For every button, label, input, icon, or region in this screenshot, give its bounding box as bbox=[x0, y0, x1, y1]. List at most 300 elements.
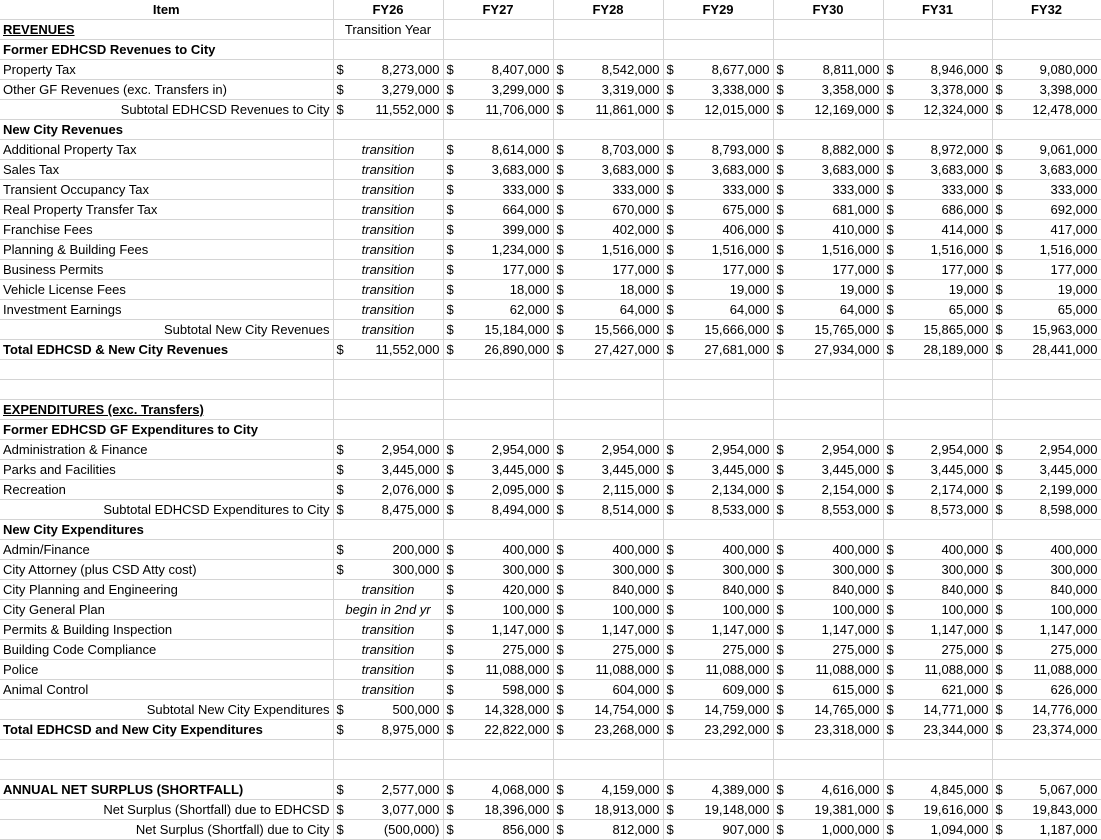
city-attorney-plus-csd-atty-cost-label[interactable]: City Attorney (plus CSD Atty cost) bbox=[0, 560, 333, 580]
empty-cell[interactable] bbox=[992, 740, 1101, 760]
building-code-compliance-fy32[interactable]: $ 275,000 bbox=[992, 640, 1101, 660]
parks-and-facilities-fy29[interactable]: $ 3,445,000 bbox=[663, 460, 773, 480]
recreation-fy26[interactable]: $ 2,076,000 bbox=[333, 480, 443, 500]
recreation-label[interactable]: Recreation bbox=[0, 480, 333, 500]
subtotal-edhcsd-revenues-to-city-fy26[interactable]: $ 11,552,000 bbox=[333, 100, 443, 120]
admin-finance-fy29[interactable]: $ 400,000 bbox=[663, 540, 773, 560]
permits-building-inspection-fy27[interactable]: $ 1,147,000 bbox=[443, 620, 553, 640]
subtotal-new-city-revenues-fy30[interactable]: $ 15,765,000 bbox=[773, 320, 883, 340]
investment-earnings-label[interactable]: Investment Earnings bbox=[0, 300, 333, 320]
business-permits-fy27[interactable]: $ 177,000 bbox=[443, 260, 553, 280]
empty-cell[interactable] bbox=[443, 740, 553, 760]
animal-control-label[interactable]: Animal Control bbox=[0, 680, 333, 700]
subtotal-edhcsd-revenues-to-city-fy28[interactable]: $ 11,861,000 bbox=[553, 100, 663, 120]
planning-building-fees-fy28[interactable]: $ 1,516,000 bbox=[553, 240, 663, 260]
parks-and-facilities-fy32[interactable]: $ 3,445,000 bbox=[992, 460, 1101, 480]
fy26-cell[interactable] bbox=[333, 520, 443, 540]
empty-cell[interactable] bbox=[333, 740, 443, 760]
subtotal-edhcsd-expenditures-to-city-fy27[interactable]: $ 8,494,000 bbox=[443, 500, 553, 520]
empty-cell[interactable] bbox=[663, 20, 773, 40]
city-attorney-plus-csd-atty-cost-fy26[interactable]: $ 300,000 bbox=[333, 560, 443, 580]
total-edhcsd-and-new-city-expenditures-fy30[interactable]: $ 23,318,000 bbox=[773, 720, 883, 740]
fy26-cell[interactable] bbox=[333, 420, 443, 440]
property-tax-fy29[interactable]: $ 8,677,000 bbox=[663, 60, 773, 80]
total-edhcsd-new-city-revenues-fy32[interactable]: $ 28,441,000 bbox=[992, 340, 1101, 360]
administration-finance-fy26[interactable]: $ 2,954,000 bbox=[333, 440, 443, 460]
subtotal-edhcsd-expenditures-to-city-fy31[interactable]: $ 8,573,000 bbox=[883, 500, 992, 520]
other-gf-revenues-exc-transfers-in-fy31[interactable]: $ 3,378,000 bbox=[883, 80, 992, 100]
parks-and-facilities-label[interactable]: Parks and Facilities bbox=[0, 460, 333, 480]
administration-finance-label[interactable]: Administration & Finance bbox=[0, 440, 333, 460]
empty-cell[interactable] bbox=[883, 360, 992, 380]
permits-building-inspection-fy26[interactable]: transition bbox=[333, 620, 443, 640]
total-edhcsd-new-city-revenues-fy30[interactable]: $ 27,934,000 bbox=[773, 340, 883, 360]
annual-net-surplus-shortfall-fy29[interactable]: $ 4,389,000 bbox=[663, 780, 773, 800]
net-surplus-shortfall-due-to-edhcsd-fy27[interactable]: $ 18,396,000 bbox=[443, 800, 553, 820]
vehicle-license-fees-fy27[interactable]: $ 18,000 bbox=[443, 280, 553, 300]
new-exp-heading[interactable]: New City Expenditures bbox=[0, 520, 333, 540]
permits-building-inspection-fy32[interactable]: $ 1,147,000 bbox=[992, 620, 1101, 640]
transient-occupancy-tax-fy31[interactable]: $ 333,000 bbox=[883, 180, 992, 200]
city-general-plan-label[interactable]: City General Plan bbox=[0, 600, 333, 620]
building-code-compliance-fy27[interactable]: $ 275,000 bbox=[443, 640, 553, 660]
recreation-fy31[interactable]: $ 2,174,000 bbox=[883, 480, 992, 500]
admin-finance-fy31[interactable]: $ 400,000 bbox=[883, 540, 992, 560]
former-revenues-heading[interactable]: Former EDHCSD Revenues to City bbox=[0, 40, 333, 60]
planning-building-fees-fy32[interactable]: $ 1,516,000 bbox=[992, 240, 1101, 260]
empty-cell[interactable] bbox=[992, 360, 1101, 380]
city-attorney-plus-csd-atty-cost-fy27[interactable]: $ 300,000 bbox=[443, 560, 553, 580]
net-surplus-shortfall-due-to-edhcsd-fy28[interactable]: $ 18,913,000 bbox=[553, 800, 663, 820]
total-edhcsd-and-new-city-expenditures-fy27[interactable]: $ 22,822,000 bbox=[443, 720, 553, 740]
planning-building-fees-fy30[interactable]: $ 1,516,000 bbox=[773, 240, 883, 260]
permits-building-inspection-fy30[interactable]: $ 1,147,000 bbox=[773, 620, 883, 640]
former-exp-heading[interactable]: Former EDHCSD GF Expenditures to City bbox=[0, 420, 333, 440]
permits-building-inspection-fy31[interactable]: $ 1,147,000 bbox=[883, 620, 992, 640]
sales-tax-fy27[interactable]: $ 3,683,000 bbox=[443, 160, 553, 180]
city-general-plan-fy27[interactable]: $ 100,000 bbox=[443, 600, 553, 620]
investment-earnings-fy28[interactable]: $ 64,000 bbox=[553, 300, 663, 320]
business-permits-label[interactable]: Business Permits bbox=[0, 260, 333, 280]
net-surplus-shortfall-due-to-edhcsd-label[interactable]: Net Surplus (Shortfall) due to EDHCSD bbox=[0, 800, 333, 820]
admin-finance-fy26[interactable]: $ 200,000 bbox=[333, 540, 443, 560]
business-permits-fy30[interactable]: $ 177,000 bbox=[773, 260, 883, 280]
net-surplus-shortfall-due-to-city-fy27[interactable]: $ 856,000 bbox=[443, 820, 553, 840]
animal-control-fy30[interactable]: $ 615,000 bbox=[773, 680, 883, 700]
header-fy30[interactable]: FY30 bbox=[773, 0, 883, 20]
sales-tax-fy31[interactable]: $ 3,683,000 bbox=[883, 160, 992, 180]
police-fy32[interactable]: $ 11,088,000 bbox=[992, 660, 1101, 680]
parks-and-facilities-fy27[interactable]: $ 3,445,000 bbox=[443, 460, 553, 480]
property-tax-fy26[interactable]: $ 8,273,000 bbox=[333, 60, 443, 80]
total-edhcsd-new-city-revenues-fy28[interactable]: $ 27,427,000 bbox=[553, 340, 663, 360]
real-property-transfer-tax-fy26[interactable]: transition bbox=[333, 200, 443, 220]
empty-cell[interactable] bbox=[992, 380, 1101, 400]
net-surplus-shortfall-due-to-edhcsd-fy26[interactable]: $ 3,077,000 bbox=[333, 800, 443, 820]
subtotal-new-city-expenditures-fy31[interactable]: $ 14,771,000 bbox=[883, 700, 992, 720]
empty-cell[interactable] bbox=[773, 360, 883, 380]
business-permits-fy29[interactable]: $ 177,000 bbox=[663, 260, 773, 280]
empty-cell[interactable] bbox=[663, 760, 773, 780]
sales-tax-fy29[interactable]: $ 3,683,000 bbox=[663, 160, 773, 180]
empty-cell[interactable] bbox=[663, 420, 773, 440]
administration-finance-fy27[interactable]: $ 2,954,000 bbox=[443, 440, 553, 460]
subtotal-new-city-expenditures-fy32[interactable]: $ 14,776,000 bbox=[992, 700, 1101, 720]
header-fy31[interactable]: FY31 bbox=[883, 0, 992, 20]
annual-net-surplus-shortfall-fy28[interactable]: $ 4,159,000 bbox=[553, 780, 663, 800]
empty-cell[interactable] bbox=[443, 520, 553, 540]
permits-building-inspection-fy29[interactable]: $ 1,147,000 bbox=[663, 620, 773, 640]
franchise-fees-fy32[interactable]: $ 417,000 bbox=[992, 220, 1101, 240]
subtotal-edhcsd-expenditures-to-city-fy28[interactable]: $ 8,514,000 bbox=[553, 500, 663, 520]
city-planning-and-engineering-fy28[interactable]: $ 840,000 bbox=[553, 580, 663, 600]
franchise-fees-fy28[interactable]: $ 402,000 bbox=[553, 220, 663, 240]
investment-earnings-fy31[interactable]: $ 65,000 bbox=[883, 300, 992, 320]
subtotal-new-city-expenditures-fy26[interactable]: $ 500,000 bbox=[333, 700, 443, 720]
empty-cell[interactable] bbox=[553, 520, 663, 540]
empty-cell[interactable] bbox=[773, 760, 883, 780]
real-property-transfer-tax-fy32[interactable]: $ 692,000 bbox=[992, 200, 1101, 220]
city-planning-and-engineering-fy31[interactable]: $ 840,000 bbox=[883, 580, 992, 600]
parks-and-facilities-fy30[interactable]: $ 3,445,000 bbox=[773, 460, 883, 480]
transient-occupancy-tax-fy27[interactable]: $ 333,000 bbox=[443, 180, 553, 200]
police-fy28[interactable]: $ 11,088,000 bbox=[553, 660, 663, 680]
city-planning-and-engineering-fy30[interactable]: $ 840,000 bbox=[773, 580, 883, 600]
subtotal-edhcsd-expenditures-to-city-fy26[interactable]: $ 8,475,000 bbox=[333, 500, 443, 520]
transient-occupancy-tax-fy30[interactable]: $ 333,000 bbox=[773, 180, 883, 200]
planning-building-fees-label[interactable]: Planning & Building Fees bbox=[0, 240, 333, 260]
additional-property-tax-fy28[interactable]: $ 8,703,000 bbox=[553, 140, 663, 160]
property-tax-label[interactable]: Property Tax bbox=[0, 60, 333, 80]
property-tax-fy27[interactable]: $ 8,407,000 bbox=[443, 60, 553, 80]
building-code-compliance-label[interactable]: Building Code Compliance bbox=[0, 640, 333, 660]
transient-occupancy-tax-fy32[interactable]: $ 333,000 bbox=[992, 180, 1101, 200]
additional-property-tax-label[interactable]: Additional Property Tax bbox=[0, 140, 333, 160]
new-revenues-heading[interactable]: New City Revenues bbox=[0, 120, 333, 140]
empty-cell[interactable] bbox=[443, 760, 553, 780]
net-surplus-shortfall-due-to-city-fy31[interactable]: $ 1,094,000 bbox=[883, 820, 992, 840]
net-surplus-shortfall-due-to-city-fy32[interactable]: $ 1,187,000 bbox=[992, 820, 1101, 840]
sales-tax-fy26[interactable]: transition bbox=[333, 160, 443, 180]
administration-finance-fy31[interactable]: $ 2,954,000 bbox=[883, 440, 992, 460]
empty-cell[interactable] bbox=[553, 740, 663, 760]
additional-property-tax-fy32[interactable]: $ 9,061,000 bbox=[992, 140, 1101, 160]
empty-cell[interactable] bbox=[333, 360, 443, 380]
empty-cell[interactable] bbox=[553, 120, 663, 140]
administration-finance-fy30[interactable]: $ 2,954,000 bbox=[773, 440, 883, 460]
empty-cell[interactable] bbox=[883, 760, 992, 780]
empty-cell[interactable] bbox=[663, 40, 773, 60]
planning-building-fees-fy31[interactable]: $ 1,516,000 bbox=[883, 240, 992, 260]
subtotal-edhcsd-revenues-to-city-fy27[interactable]: $ 11,706,000 bbox=[443, 100, 553, 120]
parks-and-facilities-fy31[interactable]: $ 3,445,000 bbox=[883, 460, 992, 480]
empty-cell[interactable] bbox=[773, 40, 883, 60]
empty-cell[interactable] bbox=[992, 520, 1101, 540]
subtotal-edhcsd-revenues-to-city-fy30[interactable]: $ 12,169,000 bbox=[773, 100, 883, 120]
business-permits-fy32[interactable]: $ 177,000 bbox=[992, 260, 1101, 280]
total-edhcsd-and-new-city-expenditures-fy32[interactable]: $ 23,374,000 bbox=[992, 720, 1101, 740]
empty-cell[interactable] bbox=[333, 380, 443, 400]
business-permits-fy26[interactable]: transition bbox=[333, 260, 443, 280]
empty-cell[interactable] bbox=[773, 380, 883, 400]
empty-cell[interactable] bbox=[773, 120, 883, 140]
franchise-fees-fy29[interactable]: $ 406,000 bbox=[663, 220, 773, 240]
total-edhcsd-and-new-city-expenditures-label[interactable]: Total EDHCSD and New City Expenditures bbox=[0, 720, 333, 740]
subtotal-new-city-revenues-fy28[interactable]: $ 15,566,000 bbox=[553, 320, 663, 340]
empty-cell[interactable] bbox=[443, 380, 553, 400]
vehicle-license-fees-fy32[interactable]: $ 19,000 bbox=[992, 280, 1101, 300]
expenditures-heading[interactable]: EXPENDITURES (exc. Transfers) bbox=[0, 400, 333, 420]
net-surplus-shortfall-due-to-edhcsd-fy32[interactable]: $ 19,843,000 bbox=[992, 800, 1101, 820]
fy26-cell[interactable] bbox=[333, 400, 443, 420]
police-fy27[interactable]: $ 11,088,000 bbox=[443, 660, 553, 680]
empty-cell[interactable] bbox=[443, 20, 553, 40]
sales-tax-fy32[interactable]: $ 3,683,000 bbox=[992, 160, 1101, 180]
recreation-fy27[interactable]: $ 2,095,000 bbox=[443, 480, 553, 500]
empty-cell[interactable] bbox=[773, 740, 883, 760]
vehicle-license-fees-fy29[interactable]: $ 19,000 bbox=[663, 280, 773, 300]
total-edhcsd-and-new-city-expenditures-fy28[interactable]: $ 23,268,000 bbox=[553, 720, 663, 740]
city-planning-and-engineering-fy26[interactable]: transition bbox=[333, 580, 443, 600]
additional-property-tax-fy26[interactable]: transition bbox=[333, 140, 443, 160]
subtotal-new-city-revenues-label[interactable]: Subtotal New City Revenues bbox=[0, 320, 333, 340]
empty-cell[interactable] bbox=[883, 420, 992, 440]
empty-cell[interactable] bbox=[663, 360, 773, 380]
subtotal-edhcsd-expenditures-to-city-fy29[interactable]: $ 8,533,000 bbox=[663, 500, 773, 520]
header-fy27[interactable]: FY27 bbox=[443, 0, 553, 20]
city-general-plan-fy31[interactable]: $ 100,000 bbox=[883, 600, 992, 620]
transient-occupancy-tax-fy28[interactable]: $ 333,000 bbox=[553, 180, 663, 200]
total-edhcsd-and-new-city-expenditures-fy26[interactable]: $ 8,975,000 bbox=[333, 720, 443, 740]
empty-cell[interactable] bbox=[773, 20, 883, 40]
revenues-heading[interactable]: REVENUES bbox=[0, 20, 333, 40]
net-surplus-shortfall-due-to-city-fy29[interactable]: $ 907,000 bbox=[663, 820, 773, 840]
building-code-compliance-fy29[interactable]: $ 275,000 bbox=[663, 640, 773, 660]
empty-cell[interactable] bbox=[663, 740, 773, 760]
city-general-plan-fy26[interactable]: begin in 2nd yr bbox=[333, 600, 443, 620]
empty-cell[interactable] bbox=[553, 420, 663, 440]
subtotal-new-city-revenues-fy27[interactable]: $ 15,184,000 bbox=[443, 320, 553, 340]
empty-cell[interactable] bbox=[553, 400, 663, 420]
total-edhcsd-new-city-revenues-fy26[interactable]: $ 11,552,000 bbox=[333, 340, 443, 360]
animal-control-fy28[interactable]: $ 604,000 bbox=[553, 680, 663, 700]
empty-cell[interactable] bbox=[0, 360, 333, 380]
empty-cell[interactable] bbox=[992, 760, 1101, 780]
police-fy31[interactable]: $ 11,088,000 bbox=[883, 660, 992, 680]
transient-occupancy-tax-label[interactable]: Transient Occupancy Tax bbox=[0, 180, 333, 200]
annual-net-surplus-shortfall-fy27[interactable]: $ 4,068,000 bbox=[443, 780, 553, 800]
other-gf-revenues-exc-transfers-in-fy32[interactable]: $ 3,398,000 bbox=[992, 80, 1101, 100]
subtotal-new-city-expenditures-fy30[interactable]: $ 14,765,000 bbox=[773, 700, 883, 720]
city-general-plan-fy29[interactable]: $ 100,000 bbox=[663, 600, 773, 620]
property-tax-fy32[interactable]: $ 9,080,000 bbox=[992, 60, 1101, 80]
empty-cell[interactable] bbox=[663, 120, 773, 140]
planning-building-fees-fy26[interactable]: transition bbox=[333, 240, 443, 260]
empty-cell[interactable] bbox=[663, 400, 773, 420]
subtotal-edhcsd-expenditures-to-city-fy32[interactable]: $ 8,598,000 bbox=[992, 500, 1101, 520]
subtotal-new-city-revenues-fy32[interactable]: $ 15,963,000 bbox=[992, 320, 1101, 340]
header-fy28[interactable]: FY28 bbox=[553, 0, 663, 20]
police-label[interactable]: Police bbox=[0, 660, 333, 680]
additional-property-tax-fy31[interactable]: $ 8,972,000 bbox=[883, 140, 992, 160]
additional-property-tax-fy29[interactable]: $ 8,793,000 bbox=[663, 140, 773, 160]
empty-cell[interactable] bbox=[773, 400, 883, 420]
planning-building-fees-fy27[interactable]: $ 1,234,000 bbox=[443, 240, 553, 260]
empty-cell[interactable] bbox=[553, 20, 663, 40]
empty-cell[interactable] bbox=[553, 40, 663, 60]
recreation-fy32[interactable]: $ 2,199,000 bbox=[992, 480, 1101, 500]
empty-cell[interactable] bbox=[773, 520, 883, 540]
sales-tax-label[interactable]: Sales Tax bbox=[0, 160, 333, 180]
total-edhcsd-new-city-revenues-label[interactable]: Total EDHCSD & New City Revenues bbox=[0, 340, 333, 360]
subtotal-new-city-revenues-fy29[interactable]: $ 15,666,000 bbox=[663, 320, 773, 340]
other-gf-revenues-exc-transfers-in-label[interactable]: Other GF Revenues (exc. Transfers in) bbox=[0, 80, 333, 100]
empty-cell[interactable] bbox=[443, 400, 553, 420]
empty-cell[interactable] bbox=[883, 40, 992, 60]
net-surplus-shortfall-due-to-city-fy26[interactable]: $ (500,000) bbox=[333, 820, 443, 840]
net-surplus-shortfall-due-to-city-label[interactable]: Net Surplus (Shortfall) due to City bbox=[0, 820, 333, 840]
building-code-compliance-fy26[interactable]: transition bbox=[333, 640, 443, 660]
investment-earnings-fy30[interactable]: $ 64,000 bbox=[773, 300, 883, 320]
total-edhcsd-new-city-revenues-fy29[interactable]: $ 27,681,000 bbox=[663, 340, 773, 360]
empty-cell[interactable] bbox=[0, 740, 333, 760]
total-edhcsd-new-city-revenues-fy31[interactable]: $ 28,189,000 bbox=[883, 340, 992, 360]
real-property-transfer-tax-label[interactable]: Real Property Transfer Tax bbox=[0, 200, 333, 220]
franchise-fees-fy26[interactable]: transition bbox=[333, 220, 443, 240]
empty-cell[interactable] bbox=[663, 520, 773, 540]
parks-and-facilities-fy28[interactable]: $ 3,445,000 bbox=[553, 460, 663, 480]
administration-finance-fy28[interactable]: $ 2,954,000 bbox=[553, 440, 663, 460]
animal-control-fy29[interactable]: $ 609,000 bbox=[663, 680, 773, 700]
subtotal-new-city-revenues-fy26[interactable]: transition bbox=[333, 320, 443, 340]
investment-earnings-fy32[interactable]: $ 65,000 bbox=[992, 300, 1101, 320]
empty-cell[interactable] bbox=[443, 40, 553, 60]
fy26-cell[interactable] bbox=[333, 40, 443, 60]
subtotal-new-city-expenditures-label[interactable]: Subtotal New City Expenditures bbox=[0, 700, 333, 720]
franchise-fees-fy30[interactable]: $ 410,000 bbox=[773, 220, 883, 240]
vehicle-license-fees-fy28[interactable]: $ 18,000 bbox=[553, 280, 663, 300]
empty-cell[interactable] bbox=[0, 380, 333, 400]
empty-cell[interactable] bbox=[0, 760, 333, 780]
empty-cell[interactable] bbox=[333, 760, 443, 780]
business-permits-fy31[interactable]: $ 177,000 bbox=[883, 260, 992, 280]
subtotal-new-city-expenditures-fy29[interactable]: $ 14,759,000 bbox=[663, 700, 773, 720]
city-attorney-plus-csd-atty-cost-fy28[interactable]: $ 300,000 bbox=[553, 560, 663, 580]
building-code-compliance-fy31[interactable]: $ 275,000 bbox=[883, 640, 992, 660]
net-surplus-shortfall-due-to-edhcsd-fy30[interactable]: $ 19,381,000 bbox=[773, 800, 883, 820]
empty-cell[interactable] bbox=[883, 740, 992, 760]
admin-finance-fy32[interactable]: $ 400,000 bbox=[992, 540, 1101, 560]
subtotal-edhcsd-expenditures-to-city-fy30[interactable]: $ 8,553,000 bbox=[773, 500, 883, 520]
additional-property-tax-fy30[interactable]: $ 8,882,000 bbox=[773, 140, 883, 160]
city-general-plan-fy32[interactable]: $ 100,000 bbox=[992, 600, 1101, 620]
city-planning-and-engineering-fy27[interactable]: $ 420,000 bbox=[443, 580, 553, 600]
city-attorney-plus-csd-atty-cost-fy31[interactable]: $ 300,000 bbox=[883, 560, 992, 580]
empty-cell[interactable] bbox=[992, 20, 1101, 40]
net-surplus-shortfall-due-to-city-fy30[interactable]: $ 1,000,000 bbox=[773, 820, 883, 840]
net-surplus-shortfall-due-to-edhcsd-fy29[interactable]: $ 19,148,000 bbox=[663, 800, 773, 820]
empty-cell[interactable] bbox=[992, 400, 1101, 420]
city-planning-and-engineering-fy32[interactable]: $ 840,000 bbox=[992, 580, 1101, 600]
real-property-transfer-tax-fy30[interactable]: $ 681,000 bbox=[773, 200, 883, 220]
empty-cell[interactable] bbox=[883, 520, 992, 540]
investment-earnings-fy27[interactable]: $ 62,000 bbox=[443, 300, 553, 320]
other-gf-revenues-exc-transfers-in-fy26[interactable]: $ 3,279,000 bbox=[333, 80, 443, 100]
empty-cell[interactable] bbox=[553, 760, 663, 780]
fy26-cell[interactable] bbox=[333, 120, 443, 140]
vehicle-license-fees-label[interactable]: Vehicle License Fees bbox=[0, 280, 333, 300]
header-fy32[interactable]: FY32 bbox=[992, 0, 1101, 20]
header-fy29[interactable]: FY29 bbox=[663, 0, 773, 20]
sales-tax-fy30[interactable]: $ 3,683,000 bbox=[773, 160, 883, 180]
building-code-compliance-fy28[interactable]: $ 275,000 bbox=[553, 640, 663, 660]
city-attorney-plus-csd-atty-cost-fy32[interactable]: $ 300,000 bbox=[992, 560, 1101, 580]
other-gf-revenues-exc-transfers-in-fy27[interactable]: $ 3,299,000 bbox=[443, 80, 553, 100]
admin-finance-fy30[interactable]: $ 400,000 bbox=[773, 540, 883, 560]
business-permits-fy28[interactable]: $ 177,000 bbox=[553, 260, 663, 280]
investment-earnings-fy26[interactable]: transition bbox=[333, 300, 443, 320]
empty-cell[interactable] bbox=[883, 120, 992, 140]
empty-cell[interactable] bbox=[443, 360, 553, 380]
animal-control-fy31[interactable]: $ 621,000 bbox=[883, 680, 992, 700]
total-edhcsd-and-new-city-expenditures-fy29[interactable]: $ 23,292,000 bbox=[663, 720, 773, 740]
animal-control-fy27[interactable]: $ 598,000 bbox=[443, 680, 553, 700]
city-general-plan-fy30[interactable]: $ 100,000 bbox=[773, 600, 883, 620]
empty-cell[interactable] bbox=[992, 120, 1101, 140]
empty-cell[interactable] bbox=[663, 380, 773, 400]
real-property-transfer-tax-fy27[interactable]: $ 664,000 bbox=[443, 200, 553, 220]
vehicle-license-fees-fy31[interactable]: $ 19,000 bbox=[883, 280, 992, 300]
city-general-plan-fy28[interactable]: $ 100,000 bbox=[553, 600, 663, 620]
subtotal-edhcsd-expenditures-to-city-label[interactable]: Subtotal EDHCSD Expenditures to City bbox=[0, 500, 333, 520]
empty-cell[interactable] bbox=[553, 380, 663, 400]
empty-cell[interactable] bbox=[443, 120, 553, 140]
other-gf-revenues-exc-transfers-in-fy30[interactable]: $ 3,358,000 bbox=[773, 80, 883, 100]
subtotal-new-city-revenues-fy31[interactable]: $ 15,865,000 bbox=[883, 320, 992, 340]
administration-finance-fy29[interactable]: $ 2,954,000 bbox=[663, 440, 773, 460]
property-tax-fy31[interactable]: $ 8,946,000 bbox=[883, 60, 992, 80]
franchise-fees-label[interactable]: Franchise Fees bbox=[0, 220, 333, 240]
permits-building-inspection-label[interactable]: Permits & Building Inspection bbox=[0, 620, 333, 640]
empty-cell[interactable] bbox=[883, 380, 992, 400]
city-planning-and-engineering-fy29[interactable]: $ 840,000 bbox=[663, 580, 773, 600]
real-property-transfer-tax-fy28[interactable]: $ 670,000 bbox=[553, 200, 663, 220]
subtotal-edhcsd-revenues-to-city-fy29[interactable]: $ 12,015,000 bbox=[663, 100, 773, 120]
franchise-fees-fy31[interactable]: $ 414,000 bbox=[883, 220, 992, 240]
permits-building-inspection-fy28[interactable]: $ 1,147,000 bbox=[553, 620, 663, 640]
subtotal-edhcsd-revenues-to-city-label[interactable]: Subtotal EDHCSD Revenues to City bbox=[0, 100, 333, 120]
real-property-transfer-tax-fy31[interactable]: $ 686,000 bbox=[883, 200, 992, 220]
vehicle-license-fees-fy30[interactable]: $ 19,000 bbox=[773, 280, 883, 300]
police-fy26[interactable]: transition bbox=[333, 660, 443, 680]
other-gf-revenues-exc-transfers-in-fy29[interactable]: $ 3,338,000 bbox=[663, 80, 773, 100]
police-fy29[interactable]: $ 11,088,000 bbox=[663, 660, 773, 680]
header-fy26[interactable]: FY26 bbox=[333, 0, 443, 20]
annual-net-surplus-shortfall-fy30[interactable]: $ 4,616,000 bbox=[773, 780, 883, 800]
administration-finance-fy32[interactable]: $ 2,954,000 bbox=[992, 440, 1101, 460]
property-tax-fy28[interactable]: $ 8,542,000 bbox=[553, 60, 663, 80]
sales-tax-fy28[interactable]: $ 3,683,000 bbox=[553, 160, 663, 180]
transient-occupancy-tax-fy26[interactable]: transition bbox=[333, 180, 443, 200]
admin-finance-label[interactable]: Admin/Finance bbox=[0, 540, 333, 560]
animal-control-fy26[interactable]: transition bbox=[333, 680, 443, 700]
transient-occupancy-tax-fy29[interactable]: $ 333,000 bbox=[663, 180, 773, 200]
empty-cell[interactable] bbox=[883, 20, 992, 40]
city-planning-and-engineering-label[interactable]: City Planning and Engineering bbox=[0, 580, 333, 600]
planning-building-fees-fy29[interactable]: $ 1,516,000 bbox=[663, 240, 773, 260]
annual-net-surplus-shortfall-fy32[interactable]: $ 5,067,000 bbox=[992, 780, 1101, 800]
subtotal-new-city-expenditures-fy27[interactable]: $ 14,328,000 bbox=[443, 700, 553, 720]
